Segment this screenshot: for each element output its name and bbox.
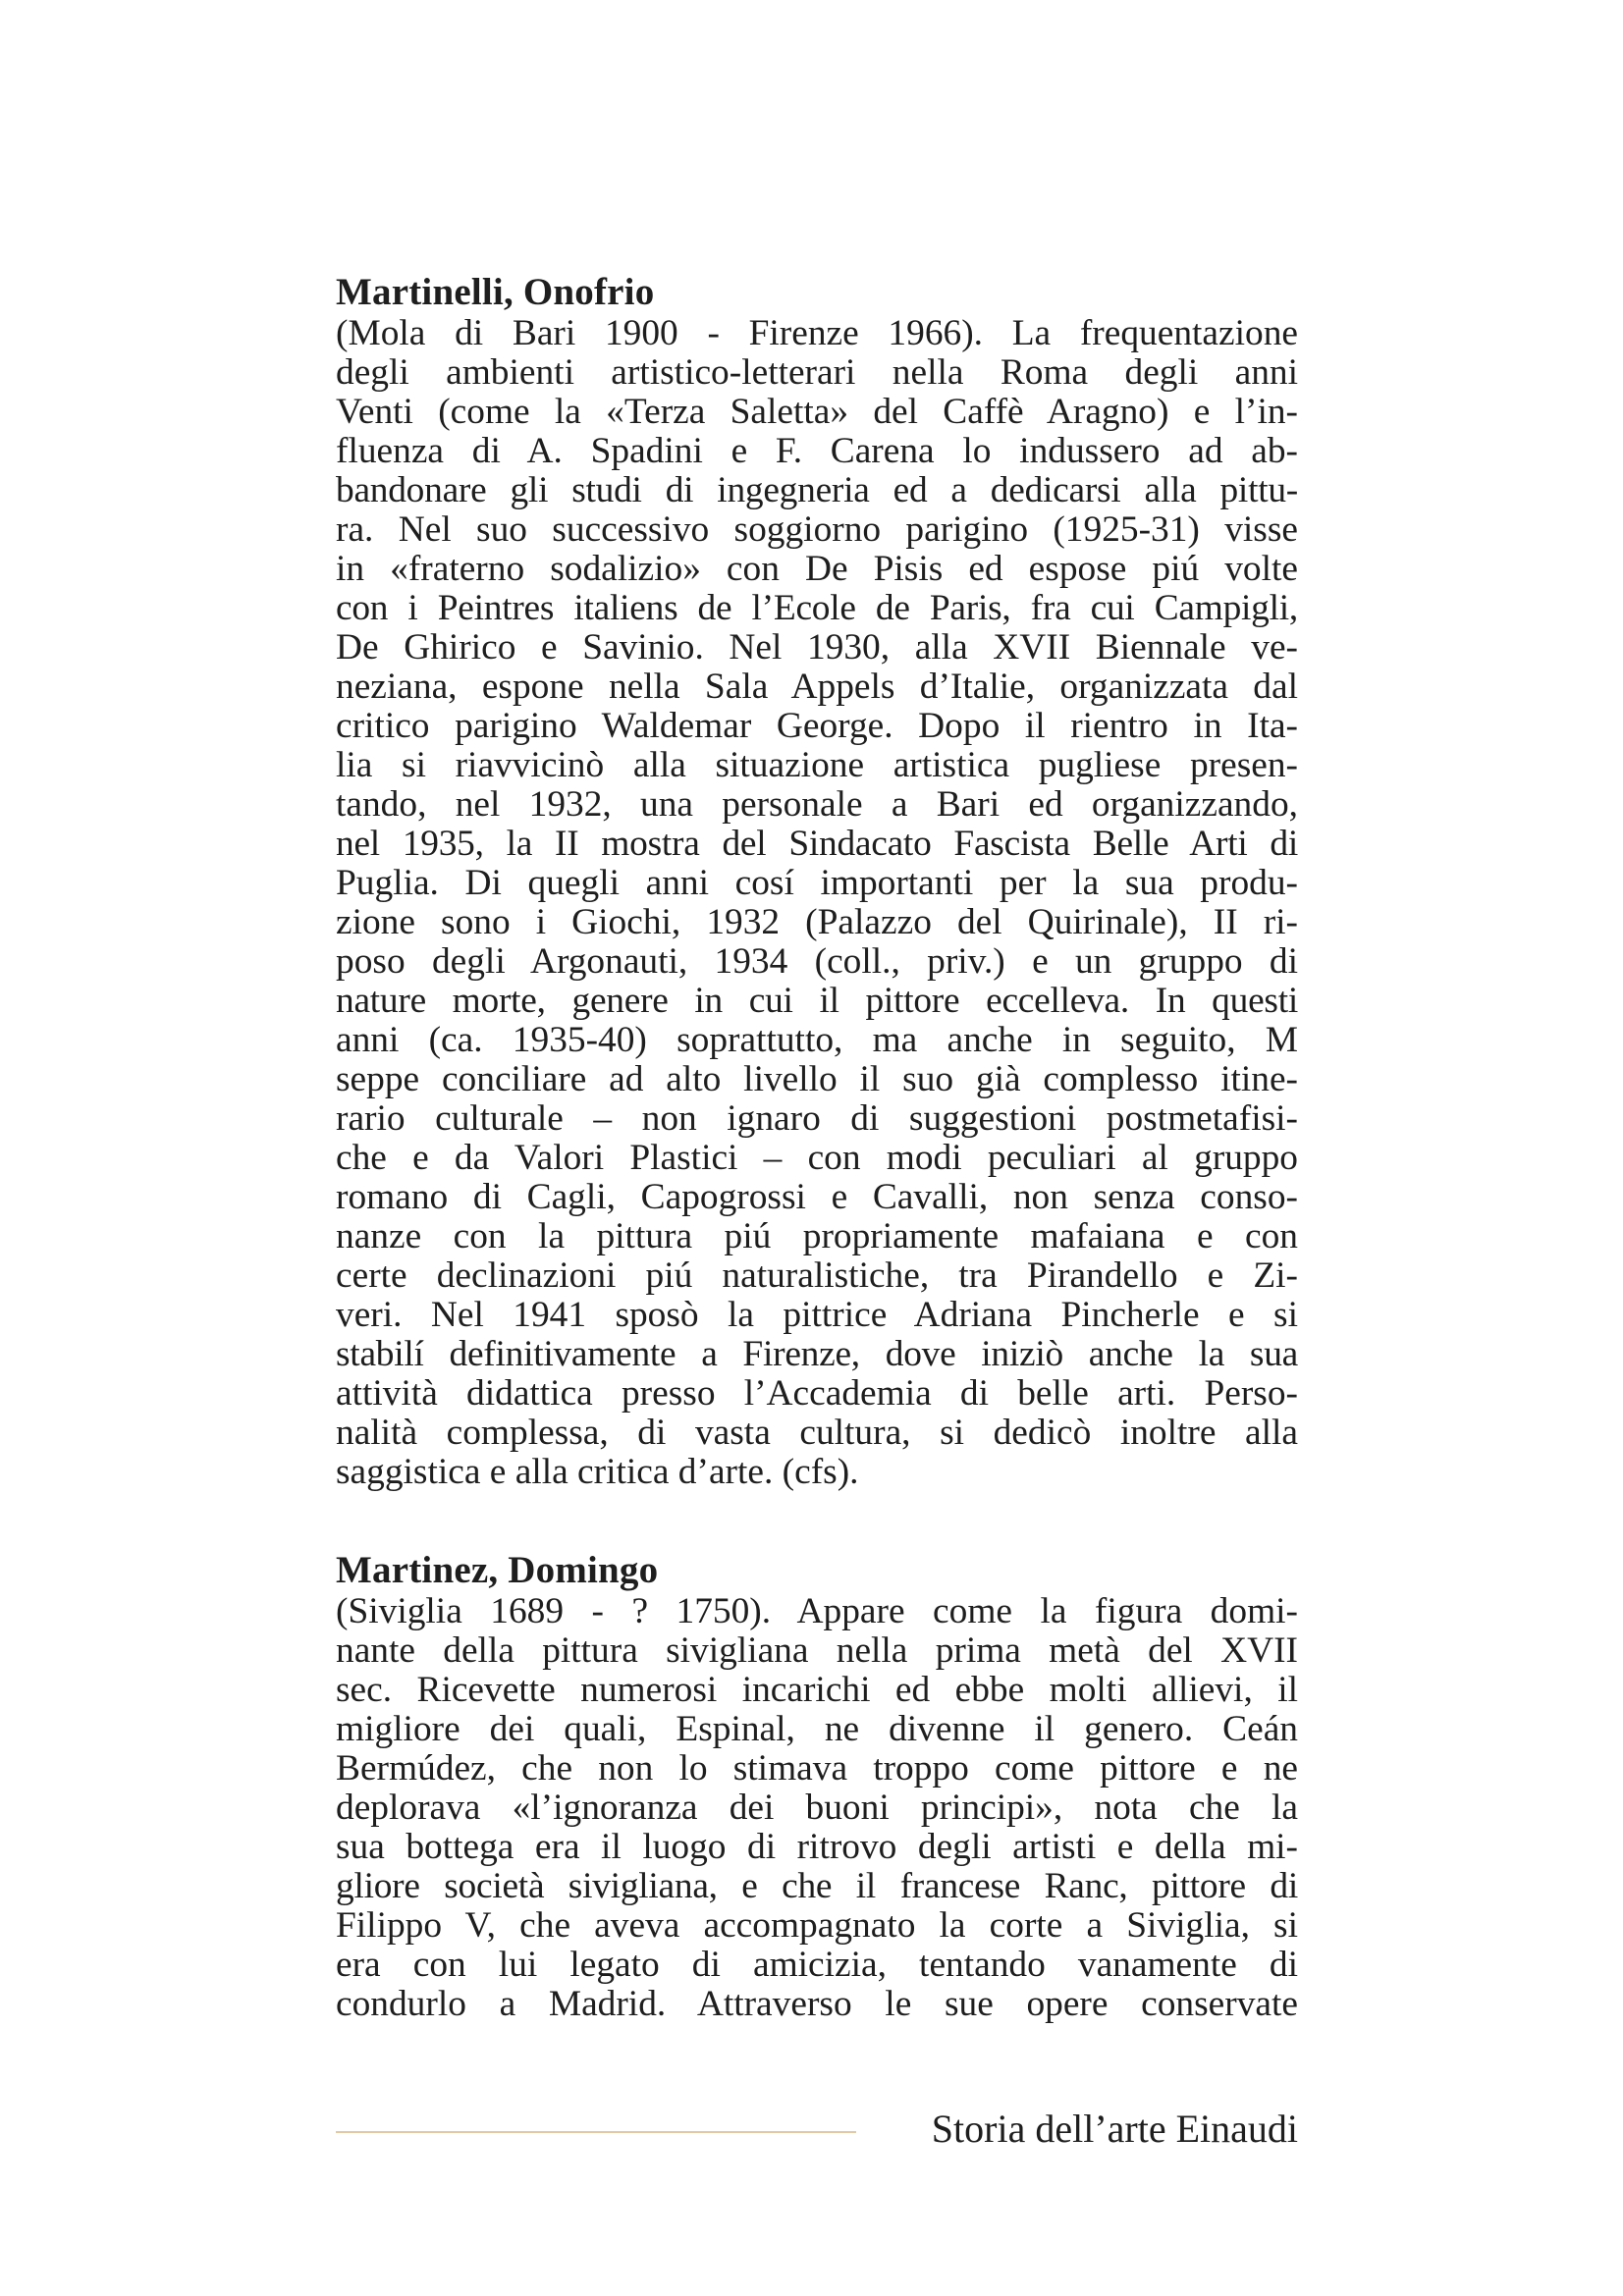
text-line: lia si riavvicinò alla situazione artistica pugliese presen- xyxy=(336,745,1298,785)
text-line: poso degli Argonauti, 1934 (coll., priv.) e un gruppo di xyxy=(336,941,1298,982)
text-line: in «fraterno sodalizio» con De Pisis ed espose piú volte xyxy=(336,549,1298,589)
entry-title: Martinelli, Onofrio xyxy=(336,271,655,313)
text-line: rario culturale – non ignaro di suggestioni postmetafisi- xyxy=(336,1098,1298,1139)
text-line: nante della pittura sivigliana nella prima metà del XVII xyxy=(336,1630,1298,1671)
footer-title: Storia dell’arte Einaudi xyxy=(931,2107,1298,2151)
text-line: Filippo V, che aveva accompagnato la corte a Siviglia, si xyxy=(336,1905,1298,1946)
text-line: saggistica e alla critica d’arte. (cfs). xyxy=(336,1452,859,1492)
text-line: sua bottega era il luogo di ritrovo degli artisti e della mi- xyxy=(336,1827,1298,1867)
text-line: veri. Nel 1941 sposò la pittrice Adriana Pincherle e si xyxy=(336,1295,1298,1335)
text-line: che e da Valori Plastici – con modi peculiari al gruppo xyxy=(336,1138,1298,1178)
text-line: Venti (come la «Terza Saletta» del Caffè Aragno) e l’in- xyxy=(336,392,1298,432)
text-line: critico parigino Waldemar George. Dopo il rientro in Ita- xyxy=(336,706,1298,746)
text-line: era con lui legato di amicizia, tentando vanamente di xyxy=(336,1945,1298,1985)
text-line: nature morte, genere in cui il pittore eccelleva. In questi xyxy=(336,981,1298,1021)
text-line: zione sono i Giochi, 1932 (Palazzo del Quirinale), II ri- xyxy=(336,902,1298,942)
entry-title: Martinez, Domingo xyxy=(336,1549,659,1591)
text-line: stabilí definitivamente a Firenze, dove iniziò anche la sua xyxy=(336,1334,1298,1374)
entry-martinez xyxy=(336,1549,1298,2024)
entry-martinelli xyxy=(336,271,1298,1492)
text-line: attività didattica presso l’Accademia di belle arti. Perso- xyxy=(336,1373,1298,1414)
entry-body xyxy=(336,314,1298,1492)
page-footer xyxy=(336,2106,1298,2157)
text-line: gliore società sivigliana, e che il francese Ranc, pittore di xyxy=(336,1866,1298,1906)
footer-rule xyxy=(336,2131,856,2133)
text-line: (Siviglia 1689 - ? 1750). Appare come la figura domi- xyxy=(336,1591,1298,1631)
text-line: romano di Cagli, Capogrossi e Cavalli, non senza conso- xyxy=(336,1177,1298,1217)
text-line: ra. Nel suo successivo soggiorno parigino (1925-31) visse xyxy=(336,509,1298,550)
text-line: seppe conciliare ad alto livello il suo già complesso itine- xyxy=(336,1059,1298,1099)
text-line: nanze con la pittura piú propriamente mafaiana e con xyxy=(336,1216,1298,1256)
text-line: Bermúdez, che non lo stimava troppo come pittore e ne xyxy=(336,1748,1298,1789)
text-line: sec. Ricevette numerosi incarichi ed ebbe molti allievi, il xyxy=(336,1670,1298,1710)
text-line: fluenza di A. Spadini e F. Carena lo indussero ad ab- xyxy=(336,431,1298,471)
entry-body xyxy=(336,1592,1298,2024)
text-line: degli ambienti artistico-letterari nella Roma degli anni xyxy=(336,352,1298,393)
text-line: bandonare gli studi di ingegneria ed a dedicarsi alla pittu- xyxy=(336,470,1298,510)
text-line: nel 1935, la II mostra del Sindacato Fascista Belle Arti di xyxy=(336,824,1298,864)
text-line: De Ghirico e Savinio. Nel 1930, alla XVII Biennale ve- xyxy=(336,627,1298,667)
page-content xyxy=(336,271,1298,2081)
text-line: (Mola di Bari 1900 - Firenze 1966). La frequentazione xyxy=(336,313,1298,353)
text-line: tando, nel 1932, una personale a Bari ed organizzando, xyxy=(336,784,1298,825)
text-line: anni (ca. 1935-40) soprattutto, ma anche in seguito, M xyxy=(336,1020,1298,1060)
text-line: certe declinazioni piú naturalistiche, tra Pirandello e Zi- xyxy=(336,1255,1298,1296)
text-line: Puglia. Di quegli anni cosí importanti per la sua produ- xyxy=(336,863,1298,903)
text-line: con i Peintres italiens de l’Ecole de Paris, fra cui Campigli, xyxy=(336,588,1298,628)
text-line: neziana, espone nella Sala Appels d’Italie, organizzata dal xyxy=(336,667,1298,707)
text-line: nalità complessa, di vasta cultura, si dedicò inoltre alla xyxy=(336,1413,1298,1453)
text-line: condurlo a Madrid. Attraverso le sue opere conservate xyxy=(336,1984,1298,2024)
text-line: deplorava «l’ignoranza dei buoni principi», nota che la xyxy=(336,1788,1298,1828)
text-line: migliore dei quali, Espinal, ne divenne il genero. Ceán xyxy=(336,1709,1298,1749)
